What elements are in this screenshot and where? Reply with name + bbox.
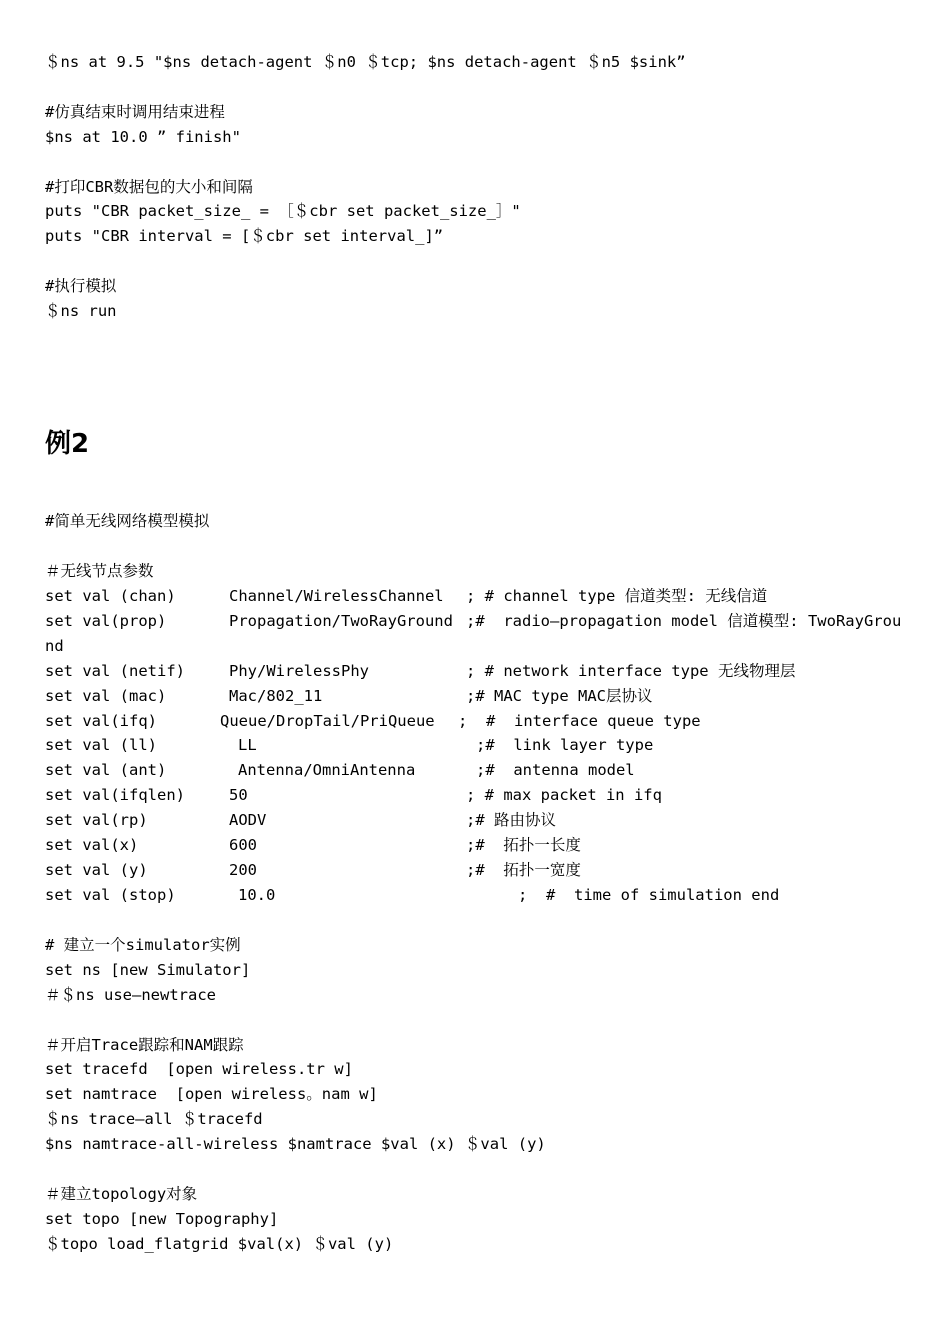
param-value: 10.0: [238, 885, 276, 904]
param-row: [45, 611, 905, 631]
code-line: puts "CBR interval = [＄cbr set interval_]”: [45, 227, 444, 246]
section-comment: #简单无线网络模型模拟: [45, 512, 210, 530]
param-command: set val (mac): [45, 686, 167, 705]
param-row: [45, 735, 905, 755]
param-comment: ;# 路由协议: [466, 811, 556, 830]
code-line: ＃＄ns use—newtrace: [45, 985, 216, 1004]
param-row: [45, 586, 905, 606]
param-row: [45, 686, 905, 706]
param-command: set val(x): [45, 836, 139, 854]
code-line: ＃开启Trace跟踪和NAM跟踪: [45, 1035, 244, 1054]
param-comment: ; # max packet in ifq: [466, 786, 662, 805]
code-line: $ns namtrace-all-wireless $namtrace $val (x) ＄val (y): [45, 1135, 546, 1154]
param-command: set val (chan): [45, 587, 176, 605]
param-value: 600: [229, 836, 257, 854]
param-value: Phy/WirelessPhy: [229, 661, 369, 680]
code-line: ＄ns run: [45, 302, 117, 320]
param-comment: ;# radio—propagation model 信道模型: TwoRayGrou: [466, 611, 902, 630]
param-command: nd: [45, 636, 64, 655]
code-line: ＄ns trace—all ＄tracefd: [45, 1110, 263, 1129]
code-line: puts "CBR packet_size_ = ［＄cbr set packet_size_］": [45, 202, 521, 221]
param-comment: ; # interface queue type: [458, 711, 701, 730]
param-value: Channel/WirelessChannel: [229, 587, 444, 605]
param-command: set val(prop): [45, 611, 167, 630]
param-comment: ;# link layer type: [476, 736, 654, 755]
param-command: set val (y): [45, 860, 148, 879]
param-row: [45, 760, 905, 780]
code-line: ＄ns at 9.5 "$ns detach-agent ＄n0 ＄tcp; $ns detach-agent ＄n5 $sink”: [45, 53, 686, 71]
param-value: LL: [238, 736, 257, 755]
param-value: Propagation/TwoRayGround: [229, 611, 453, 630]
param-value: 200: [229, 860, 257, 879]
param-comment: ;# MAC type MAC层协议: [466, 686, 653, 705]
param-command: set val (ll): [45, 736, 157, 755]
code-line: #执行模拟: [45, 277, 117, 296]
param-comment: ; # time of simulation end: [518, 885, 780, 904]
params-comment: ＃无线节点参数: [45, 562, 154, 580]
code-line: set tracefd [open wireless.tr w]: [45, 1060, 353, 1079]
code-line: #仿真结束时调用结束进程: [45, 102, 225, 121]
param-value: Queue/DropTail/PriQueue: [220, 711, 435, 730]
param-command: set val (stop): [45, 885, 176, 904]
param-command: set val(rp): [45, 811, 148, 830]
param-row: [45, 636, 905, 656]
param-comment: ;# antenna model: [476, 761, 635, 780]
param-row: [45, 885, 905, 905]
code-line: set namtrace [open wireless。nam w]: [45, 1085, 378, 1104]
param-comment: ;# 拓扑一长度: [466, 836, 581, 854]
param-row: [45, 860, 905, 880]
param-command: set val(ifqlen): [45, 786, 185, 805]
param-comment: ; # network interface type 无线物理层: [466, 661, 796, 680]
param-command: set val(ifq): [45, 711, 157, 730]
param-command: set val (ant): [45, 761, 167, 780]
code-line: $ns at 10.0 ” finish": [45, 127, 241, 146]
param-row: [45, 810, 905, 830]
code-line: # 建立一个simulator实例: [45, 935, 241, 954]
param-value: Antenna/OmniAntenna: [238, 761, 416, 780]
param-row: [45, 711, 905, 731]
code-line: set ns [new Simulator]: [45, 960, 251, 979]
param-comment: ; # channel type 信道类型: 无线信道: [466, 587, 768, 605]
param-value: AODV: [229, 811, 267, 830]
param-command: set val (netif): [45, 661, 185, 680]
code-line: ＄topo load_flatgrid $val(x) ＄val (y): [45, 1234, 394, 1253]
param-value: 50: [229, 786, 248, 805]
example-heading: 例2: [45, 429, 90, 459]
code-line: ＃建立topology对象: [45, 1184, 198, 1203]
code-line: #打印CBR数据包的大小和间隔: [45, 177, 253, 196]
param-comment: ;# 拓扑一宽度: [466, 860, 581, 879]
param-value: Mac/802_11: [229, 686, 323, 705]
param-row: [45, 835, 905, 855]
param-row: [45, 661, 905, 681]
param-row: [45, 785, 905, 805]
code-line: set topo [new Topography]: [45, 1209, 279, 1228]
